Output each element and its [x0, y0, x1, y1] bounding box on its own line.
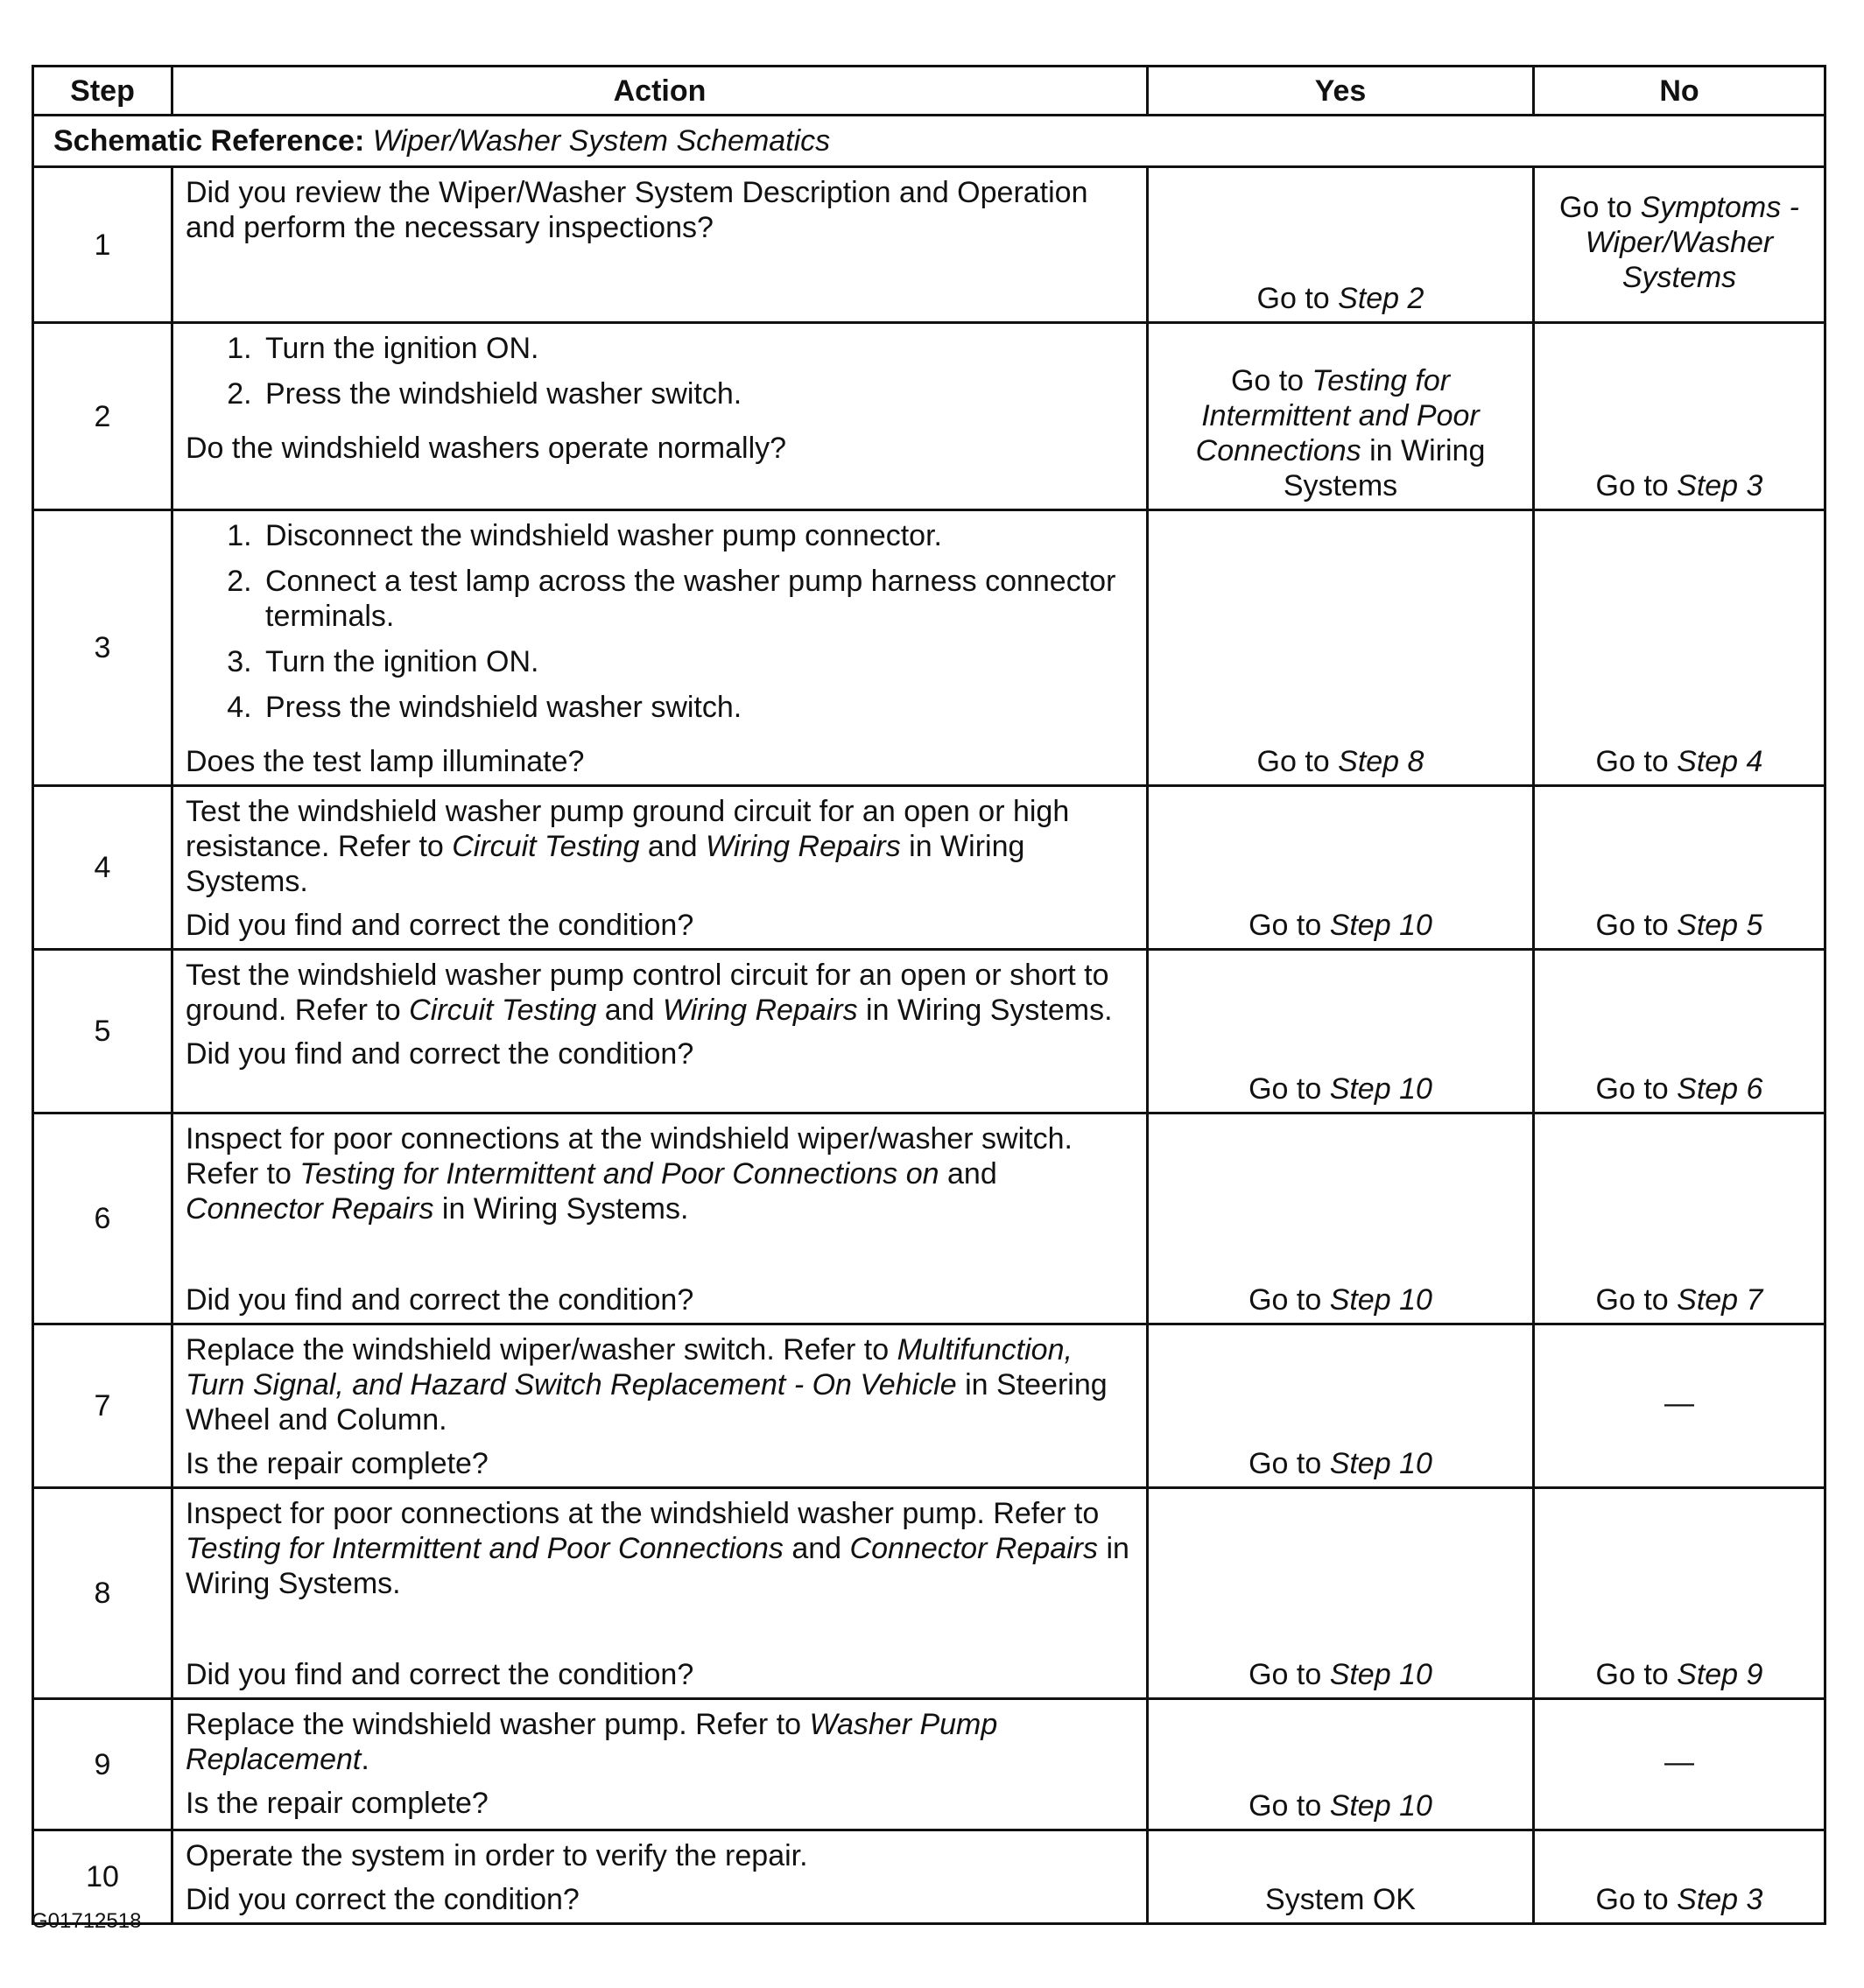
- reference-link[interactable]: Step 10: [1329, 1447, 1432, 1480]
- text-run: in Wiring Systems.: [857, 994, 1113, 1027]
- action-text: [186, 1332, 1134, 1437]
- text-run: Go to: [1249, 909, 1330, 942]
- spacer: [186, 1226, 1134, 1274]
- action-question: [186, 1882, 1134, 1917]
- reference-link[interactable]: Step 10: [1329, 1789, 1432, 1823]
- action-text: [186, 1707, 1134, 1777]
- reference-link[interactable]: Step 7: [1677, 1283, 1763, 1317]
- step-number: 2: [33, 323, 172, 510]
- step-row: [33, 1699, 1825, 1830]
- reference-link[interactable]: Step 10: [1329, 1658, 1432, 1691]
- step-number: 7: [33, 1324, 172, 1488]
- yes-result: [1148, 510, 1534, 786]
- text-run: in Wiring Systems: [1283, 434, 1486, 502]
- header-action: Action: [172, 67, 1148, 116]
- step-row: [33, 1830, 1825, 1924]
- text-run: Go to: [1249, 1447, 1330, 1480]
- text-run: Inspect for poor connections at the windshield wiper/washer switch. Refer to: [186, 1122, 1073, 1191]
- header-no: No: [1534, 67, 1825, 116]
- action-question: [186, 431, 1134, 466]
- text-run: Do the windshield washers operate normally?: [186, 432, 787, 465]
- step-row: [33, 167, 1825, 323]
- text-run: Go to: [1595, 909, 1678, 942]
- reference-link[interactable]: Step 10: [1329, 1283, 1432, 1317]
- action-cell: [172, 786, 1148, 950]
- reference-link[interactable]: Washer Pump Replacement: [186, 1708, 998, 1776]
- text-run: in Wiring Systems.: [186, 1532, 1129, 1600]
- action-question: [186, 1282, 1134, 1317]
- text-run: in Wiring Systems.: [186, 830, 1025, 898]
- action-cell: [172, 950, 1148, 1113]
- step-row: [33, 510, 1825, 786]
- text-run: Go to: [1595, 1658, 1678, 1691]
- action-cell: [172, 323, 1148, 510]
- action-text: [186, 1496, 1134, 1601]
- text-run: and: [939, 1157, 997, 1191]
- text-run: Go to: [1230, 364, 1312, 397]
- action-cell: [172, 167, 1148, 323]
- text-run: in Steering Wheel and Column.: [186, 1368, 1108, 1437]
- reference-link[interactable]: Testing for Intermittent and Poor Connections: [186, 1532, 784, 1565]
- step-number: 8: [33, 1488, 172, 1699]
- action-question: [186, 908, 1134, 943]
- action-text: [186, 175, 1134, 245]
- step-row: [33, 323, 1825, 510]
- action-step-item: 1. Disconnect the windshield washer pump connector.: [260, 518, 1134, 564]
- no-result: [1534, 950, 1825, 1113]
- step-row: [33, 1113, 1825, 1324]
- schematic-reference-link[interactable]: Wiper/Washer System Schematics: [372, 124, 831, 158]
- text-run: Replace the windshield washer pump. Refer to: [186, 1708, 810, 1741]
- reference-link[interactable]: Step 3: [1677, 1883, 1763, 1916]
- action-step-item: 2. Press the windshield washer switch.: [260, 376, 1134, 422]
- yes-result: [1148, 1324, 1534, 1488]
- action-step-item: 2. Connect a test lamp across the washer pump harness connector terminals.: [260, 564, 1134, 644]
- figure-code: G01712518: [32, 1909, 142, 1933]
- header-yes: Yes: [1148, 67, 1534, 116]
- step-row: [33, 950, 1825, 1113]
- schematic-reference-row: [33, 116, 1825, 167]
- text-run: and: [783, 1532, 850, 1565]
- reference-link[interactable]: Multifunction, Turn Signal, and Hazard Switch Replacement - On Vehicle: [186, 1333, 1073, 1401]
- table-body: [33, 116, 1825, 1924]
- reference-link[interactable]: Testing for Intermittent and Poor Connections on: [299, 1157, 939, 1191]
- action-steps-list: [186, 331, 1134, 422]
- action-question: [186, 1036, 1134, 1071]
- no-result: [1534, 323, 1825, 510]
- text-run: and: [596, 994, 663, 1027]
- action-text: [186, 1121, 1134, 1226]
- no-result: [1534, 167, 1825, 323]
- text-run: Inspect for poor connections at the windshield washer pump. Refer to: [186, 1497, 1100, 1530]
- reference-link[interactable]: Wiring Repairs: [706, 830, 901, 863]
- text-run: in Wiring Systems.: [433, 1192, 689, 1226]
- text-run: Go to: [1559, 190, 1641, 224]
- action-question: [186, 1657, 1134, 1692]
- schematic-reference-cell: [33, 116, 1825, 167]
- no-result: [1534, 510, 1825, 786]
- no-result: [1534, 1113, 1825, 1324]
- step-number: 3: [33, 510, 172, 786]
- yes-result: [1148, 1699, 1534, 1830]
- reference-link[interactable]: Step 8: [1338, 745, 1424, 778]
- reference-link[interactable]: Step 10: [1329, 909, 1432, 942]
- action-step-item: 1. Turn the ignition ON.: [260, 331, 1134, 376]
- yes-result: [1148, 786, 1534, 950]
- text-run: Is the repair complete?: [186, 1447, 489, 1480]
- reference-link[interactable]: Connector Repairs: [849, 1532, 1099, 1565]
- text-run: Did you correct the condition?: [186, 1883, 580, 1916]
- yes-result: [1148, 950, 1534, 1113]
- reference-link[interactable]: Step 3: [1677, 469, 1763, 502]
- step-row: [33, 786, 1825, 950]
- reference-link[interactable]: Connector Repairs: [186, 1192, 434, 1226]
- step-number: 5: [33, 950, 172, 1113]
- text-run: Did you review the Wiper/Washer System Description and Operation and perform the necessary inspections?: [186, 176, 1088, 244]
- step-number: 4: [33, 786, 172, 950]
- header-step: Step: [33, 67, 172, 116]
- text-run: Did you find and correct the condition?: [186, 1037, 694, 1071]
- text-run: —: [1664, 1387, 1694, 1420]
- reference-link[interactable]: Step 6: [1677, 1072, 1763, 1106]
- action-cell: [172, 1324, 1148, 1488]
- reference-link[interactable]: Circuit Testing: [452, 830, 640, 863]
- text-run: Go to: [1595, 1283, 1678, 1317]
- step-number: 10: [33, 1830, 172, 1924]
- action-cell: [172, 1699, 1148, 1830]
- yes-result: [1148, 1488, 1534, 1699]
- reference-link[interactable]: Symptoms - Wiper/Washer Systems: [1585, 190, 1799, 294]
- reference-link[interactable]: Step 10: [1329, 1072, 1432, 1106]
- action-steps-list: [186, 518, 1134, 735]
- step-row: [33, 1324, 1825, 1488]
- text-run: Go to: [1595, 745, 1678, 778]
- text-run: Go to: [1256, 282, 1339, 315]
- action-text: [186, 1838, 1134, 1873]
- reference-link[interactable]: Step 4: [1677, 745, 1763, 778]
- text-run: Go to: [1595, 469, 1678, 502]
- text-run: Is the repair complete?: [186, 1787, 489, 1820]
- action-step-item: 3. Turn the ignition ON.: [260, 644, 1134, 690]
- text-run: Test the windshield washer pump control circuit for an open or short to ground. Refer to: [186, 959, 1109, 1027]
- header-row: [33, 67, 1825, 116]
- step-number: 6: [33, 1113, 172, 1324]
- yes-result: [1148, 1830, 1534, 1924]
- text-run: Test the windshield washer pump ground circuit for an open or high resistance. Refer to: [186, 795, 1070, 863]
- yes-result: [1148, 323, 1534, 510]
- yes-result: [1148, 1113, 1534, 1324]
- action-cell: [172, 1488, 1148, 1699]
- reference-link[interactable]: Step 2: [1338, 282, 1424, 315]
- text-run: Did you find and correct the condition?: [186, 1283, 694, 1317]
- step-number: 1: [33, 167, 172, 323]
- no-result: [1534, 1324, 1825, 1488]
- no-result: [1534, 1699, 1825, 1830]
- no-result: [1534, 786, 1825, 950]
- action-cell: [172, 510, 1148, 786]
- text-run: Go to: [1249, 1072, 1330, 1106]
- yes-result: [1148, 167, 1534, 323]
- action-text: [186, 794, 1134, 899]
- text-run: and: [639, 830, 707, 863]
- text-run: Go to: [1249, 1789, 1330, 1823]
- reference-link[interactable]: Step 5: [1677, 909, 1763, 942]
- schematic-reference-label: Schematic Reference:: [53, 124, 365, 158]
- reference-link[interactable]: Step 9: [1677, 1658, 1763, 1691]
- action-text: [186, 958, 1134, 1028]
- step-number: 9: [33, 1699, 172, 1830]
- text-run: Go to: [1249, 1283, 1330, 1317]
- text-run: Go to: [1256, 745, 1339, 778]
- text-run: —: [1664, 1745, 1694, 1779]
- spacer: [186, 1601, 1134, 1648]
- text-run: .: [361, 1743, 369, 1776]
- text-run: Did you find and correct the condition?: [186, 909, 694, 942]
- no-result: [1534, 1488, 1825, 1699]
- diagnostic-table-container: [32, 65, 1826, 1925]
- step-row: [33, 1488, 1825, 1699]
- text-run: Replace the windshield wiper/washer switch. Refer to: [186, 1333, 897, 1366]
- text-run: System OK: [1265, 1883, 1416, 1916]
- action-cell: [172, 1113, 1148, 1324]
- text-run: Go to: [1595, 1072, 1678, 1106]
- reference-link[interactable]: Testing for Intermittent and Poor Connections: [1195, 364, 1480, 467]
- text-run: Operate the system in order to verify the repair.: [186, 1839, 808, 1872]
- text-run: Go to: [1249, 1658, 1330, 1691]
- action-step-item: 4. Press the windshield washer switch.: [260, 690, 1134, 735]
- no-result: [1534, 1830, 1825, 1924]
- action-question: [186, 744, 1134, 779]
- text-run: Go to: [1595, 1883, 1678, 1916]
- diagnostic-table: [32, 65, 1826, 1925]
- action-cell: [172, 1830, 1148, 1924]
- action-question: [186, 1786, 1134, 1821]
- reference-link[interactable]: Wiring Repairs: [662, 994, 858, 1027]
- text-run: Did you find and correct the condition?: [186, 1658, 694, 1691]
- reference-link[interactable]: Circuit Testing: [409, 994, 597, 1027]
- text-run: Does the test lamp illuminate?: [186, 745, 585, 778]
- action-question: [186, 1446, 1134, 1481]
